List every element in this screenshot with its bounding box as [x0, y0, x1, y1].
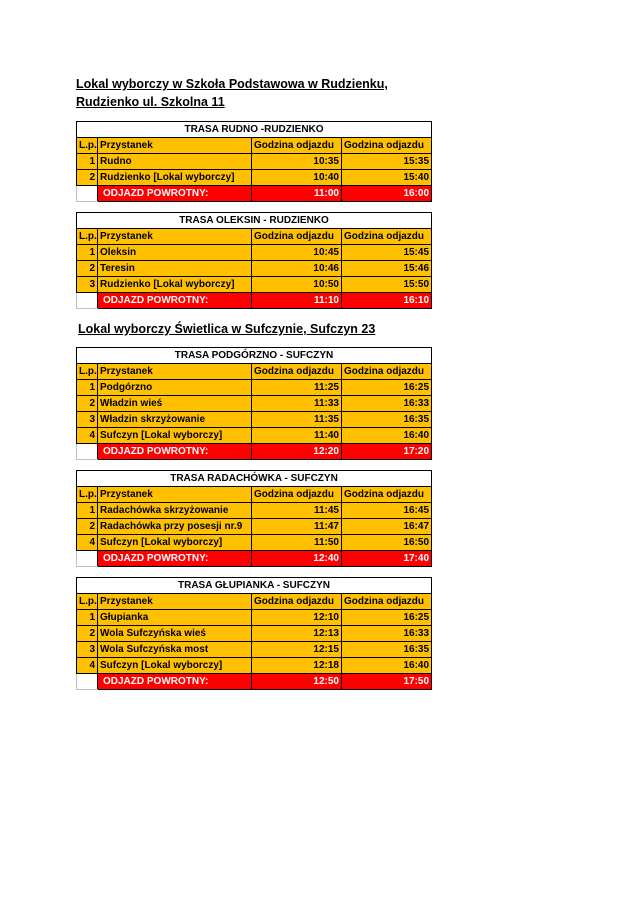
departure-time-2: 16:40: [342, 428, 432, 444]
return-time-1: 12:50: [252, 674, 342, 690]
col-header-departure-2: Godzina odjazdu: [342, 487, 432, 503]
section-1-heading-line-2: Rudzienko ul. Szkolna 11: [76, 95, 225, 109]
table-row: [77, 277, 432, 293]
stop-number: 4: [77, 535, 98, 551]
col-header-departure-1: Godzina odjazdu: [252, 229, 342, 245]
stop-number: 4: [77, 428, 98, 444]
col-header-lp: L.p.: [77, 487, 98, 503]
stop-name: Teresin: [98, 261, 252, 277]
departure-time-1: 11:47: [252, 519, 342, 535]
col-header-stop: Przystanek: [98, 594, 252, 610]
col-header-lp: L.p.: [77, 138, 98, 154]
departure-time-2: 16:35: [342, 412, 432, 428]
stop-number: 2: [77, 396, 98, 412]
table-row: [77, 170, 432, 186]
departure-time-2: 15:40: [342, 170, 432, 186]
departure-time-2: 15:50: [342, 277, 432, 293]
table-row: [77, 428, 432, 444]
section-2-heading: Lokal wyborczy Świetlica w Sufczynie, Sufczyn 23: [78, 322, 376, 336]
route-title: TRASA GŁUPIANKA - SUFCZYN: [77, 578, 432, 594]
departure-time-2: 16:25: [342, 610, 432, 626]
return-row: [77, 674, 432, 690]
stop-name: Sufczyn [Lokal wyborczy]: [98, 428, 252, 444]
col-header-departure-2: Godzina odjazdu: [342, 229, 432, 245]
departure-time-2: 15:45: [342, 245, 432, 261]
col-header-departure-1: Godzina odjazdu: [252, 138, 342, 154]
route-table-podgorzno-sufczyn: [76, 347, 432, 460]
departure-time-1: 12:18: [252, 658, 342, 674]
route-title: TRASA RADACHÓWKA - SUFCZYN: [77, 471, 432, 487]
departure-time-2: 16:35: [342, 642, 432, 658]
return-label: ODJAZD POWROTNY:: [98, 293, 252, 309]
route-table-rudno-rudzienko: [76, 121, 432, 202]
table-row: [77, 610, 432, 626]
departure-time-1: 11:40: [252, 428, 342, 444]
blank-cell: [77, 551, 98, 567]
blank-cell: [77, 293, 98, 309]
stop-name: Wola Sufczyńska most: [98, 642, 252, 658]
table-row: [77, 154, 432, 170]
col-header-lp: L.p.: [77, 229, 98, 245]
departure-time-2: 16:50: [342, 535, 432, 551]
departure-time-1: 12:15: [252, 642, 342, 658]
col-header-stop: Przystanek: [98, 487, 252, 503]
blank-cell: [77, 444, 98, 460]
return-time-1: 12:40: [252, 551, 342, 567]
return-label: ODJAZD POWROTNY:: [98, 551, 252, 567]
route-table-glupianka-sufczyn: [76, 577, 432, 690]
stop-number: 1: [77, 380, 98, 396]
stop-name: Rudzienko [Lokal wyborczy]: [98, 277, 252, 293]
table-row: [77, 380, 432, 396]
col-header-departure-2: Godzina odjazdu: [342, 364, 432, 380]
stop-number: 2: [77, 519, 98, 535]
departure-time-1: 10:35: [252, 154, 342, 170]
table-row: [77, 658, 432, 674]
departure-time-1: 10:46: [252, 261, 342, 277]
route-table-radachowka-sufczyn: [76, 470, 432, 567]
blank-cell: [77, 186, 98, 202]
route-title: TRASA RUDNO -RUDZIENKO: [77, 122, 432, 138]
stop-name: Wola Sufczyńska wieś: [98, 626, 252, 642]
stop-number: 4: [77, 658, 98, 674]
stop-number: 1: [77, 154, 98, 170]
col-header-departure-2: Godzina odjazdu: [342, 138, 432, 154]
departure-time-2: 15:46: [342, 261, 432, 277]
departure-time-1: 11:35: [252, 412, 342, 428]
departure-time-2: 16:33: [342, 626, 432, 642]
blank-cell: [77, 674, 98, 690]
stop-number: 1: [77, 610, 98, 626]
stop-name: Sufczyn [Lokal wyborczy]: [98, 535, 252, 551]
table-row: [77, 396, 432, 412]
table-row: [77, 245, 432, 261]
return-time-1: 12:20: [252, 444, 342, 460]
route-title: TRASA PODGÓRZNO - SUFCZYN: [77, 348, 432, 364]
return-row: [77, 444, 432, 460]
section-1-heading-line-1: Lokal wyborczy w Szkoła Podstawowa w Rudzienku,: [76, 77, 388, 91]
departure-time-1: 12:10: [252, 610, 342, 626]
stop-number: 2: [77, 626, 98, 642]
table-row: [77, 261, 432, 277]
departure-time-1: 11:33: [252, 396, 342, 412]
table-row: [77, 642, 432, 658]
stop-name: Radachówka przy posesji nr.9: [98, 519, 252, 535]
col-header-stop: Przystanek: [98, 364, 252, 380]
stop-name: Oleksin: [98, 245, 252, 261]
col-header-departure-1: Godzina odjazdu: [252, 487, 342, 503]
stop-name: Sufczyn [Lokal wyborczy]: [98, 658, 252, 674]
stop-number: 2: [77, 170, 98, 186]
table-row: [77, 535, 432, 551]
stop-name: Władzin skrzyżowanie: [98, 412, 252, 428]
departure-time-2: 16:25: [342, 380, 432, 396]
table-row: [77, 626, 432, 642]
departure-time-1: 11:25: [252, 380, 342, 396]
departure-time-1: 10:40: [252, 170, 342, 186]
col-header-lp: L.p.: [77, 364, 98, 380]
stop-number: 2: [77, 261, 98, 277]
departure-time-1: 12:13: [252, 626, 342, 642]
return-label: ODJAZD POWROTNY:: [98, 444, 252, 460]
departure-time-2: 15:35: [342, 154, 432, 170]
return-time-2: 17:20: [342, 444, 432, 460]
return-time-2: 16:00: [342, 186, 432, 202]
stop-name: Władzin wieś: [98, 396, 252, 412]
col-header-stop: Przystanek: [98, 138, 252, 154]
stop-name: Rudzienko [Lokal wyborczy]: [98, 170, 252, 186]
departure-time-2: 16:45: [342, 503, 432, 519]
table-row: [77, 412, 432, 428]
table-row: [77, 519, 432, 535]
departure-time-2: 16:40: [342, 658, 432, 674]
return-time-2: 17:40: [342, 551, 432, 567]
col-header-lp: L.p.: [77, 594, 98, 610]
return-time-2: 16:10: [342, 293, 432, 309]
stop-name: Podgórzno: [98, 380, 252, 396]
stop-number: 3: [77, 642, 98, 658]
return-row: [77, 293, 432, 309]
stop-name: Głupianka: [98, 610, 252, 626]
stop-number: 3: [77, 277, 98, 293]
col-header-departure-1: Godzina odjazdu: [252, 364, 342, 380]
departure-time-2: 16:33: [342, 396, 432, 412]
departure-time-1: 10:50: [252, 277, 342, 293]
col-header-departure-1: Godzina odjazdu: [252, 594, 342, 610]
departure-time-1: 11:45: [252, 503, 342, 519]
col-header-stop: Przystanek: [98, 229, 252, 245]
col-header-departure-2: Godzina odjazdu: [342, 594, 432, 610]
stop-number: 1: [77, 503, 98, 519]
stop-name: Radachówka skrzyżowanie: [98, 503, 252, 519]
table-row: [77, 503, 432, 519]
return-label: ODJAZD POWROTNY:: [98, 186, 252, 202]
departure-time-1: 10:45: [252, 245, 342, 261]
return-time-1: 11:10: [252, 293, 342, 309]
return-row: [77, 186, 432, 202]
route-title: TRASA OLEKSIN - RUDZIENKO: [77, 213, 432, 229]
departure-time-1: 11:50: [252, 535, 342, 551]
stop-name: Rudno: [98, 154, 252, 170]
return-time-2: 17:50: [342, 674, 432, 690]
return-row: [77, 551, 432, 567]
route-table-oleksin-rudzienko: [76, 212, 432, 309]
return-time-1: 11:00: [252, 186, 342, 202]
departure-time-2: 16:47: [342, 519, 432, 535]
stop-number: 3: [77, 412, 98, 428]
stop-number: 1: [77, 245, 98, 261]
return-label: ODJAZD POWROTNY:: [98, 674, 252, 690]
